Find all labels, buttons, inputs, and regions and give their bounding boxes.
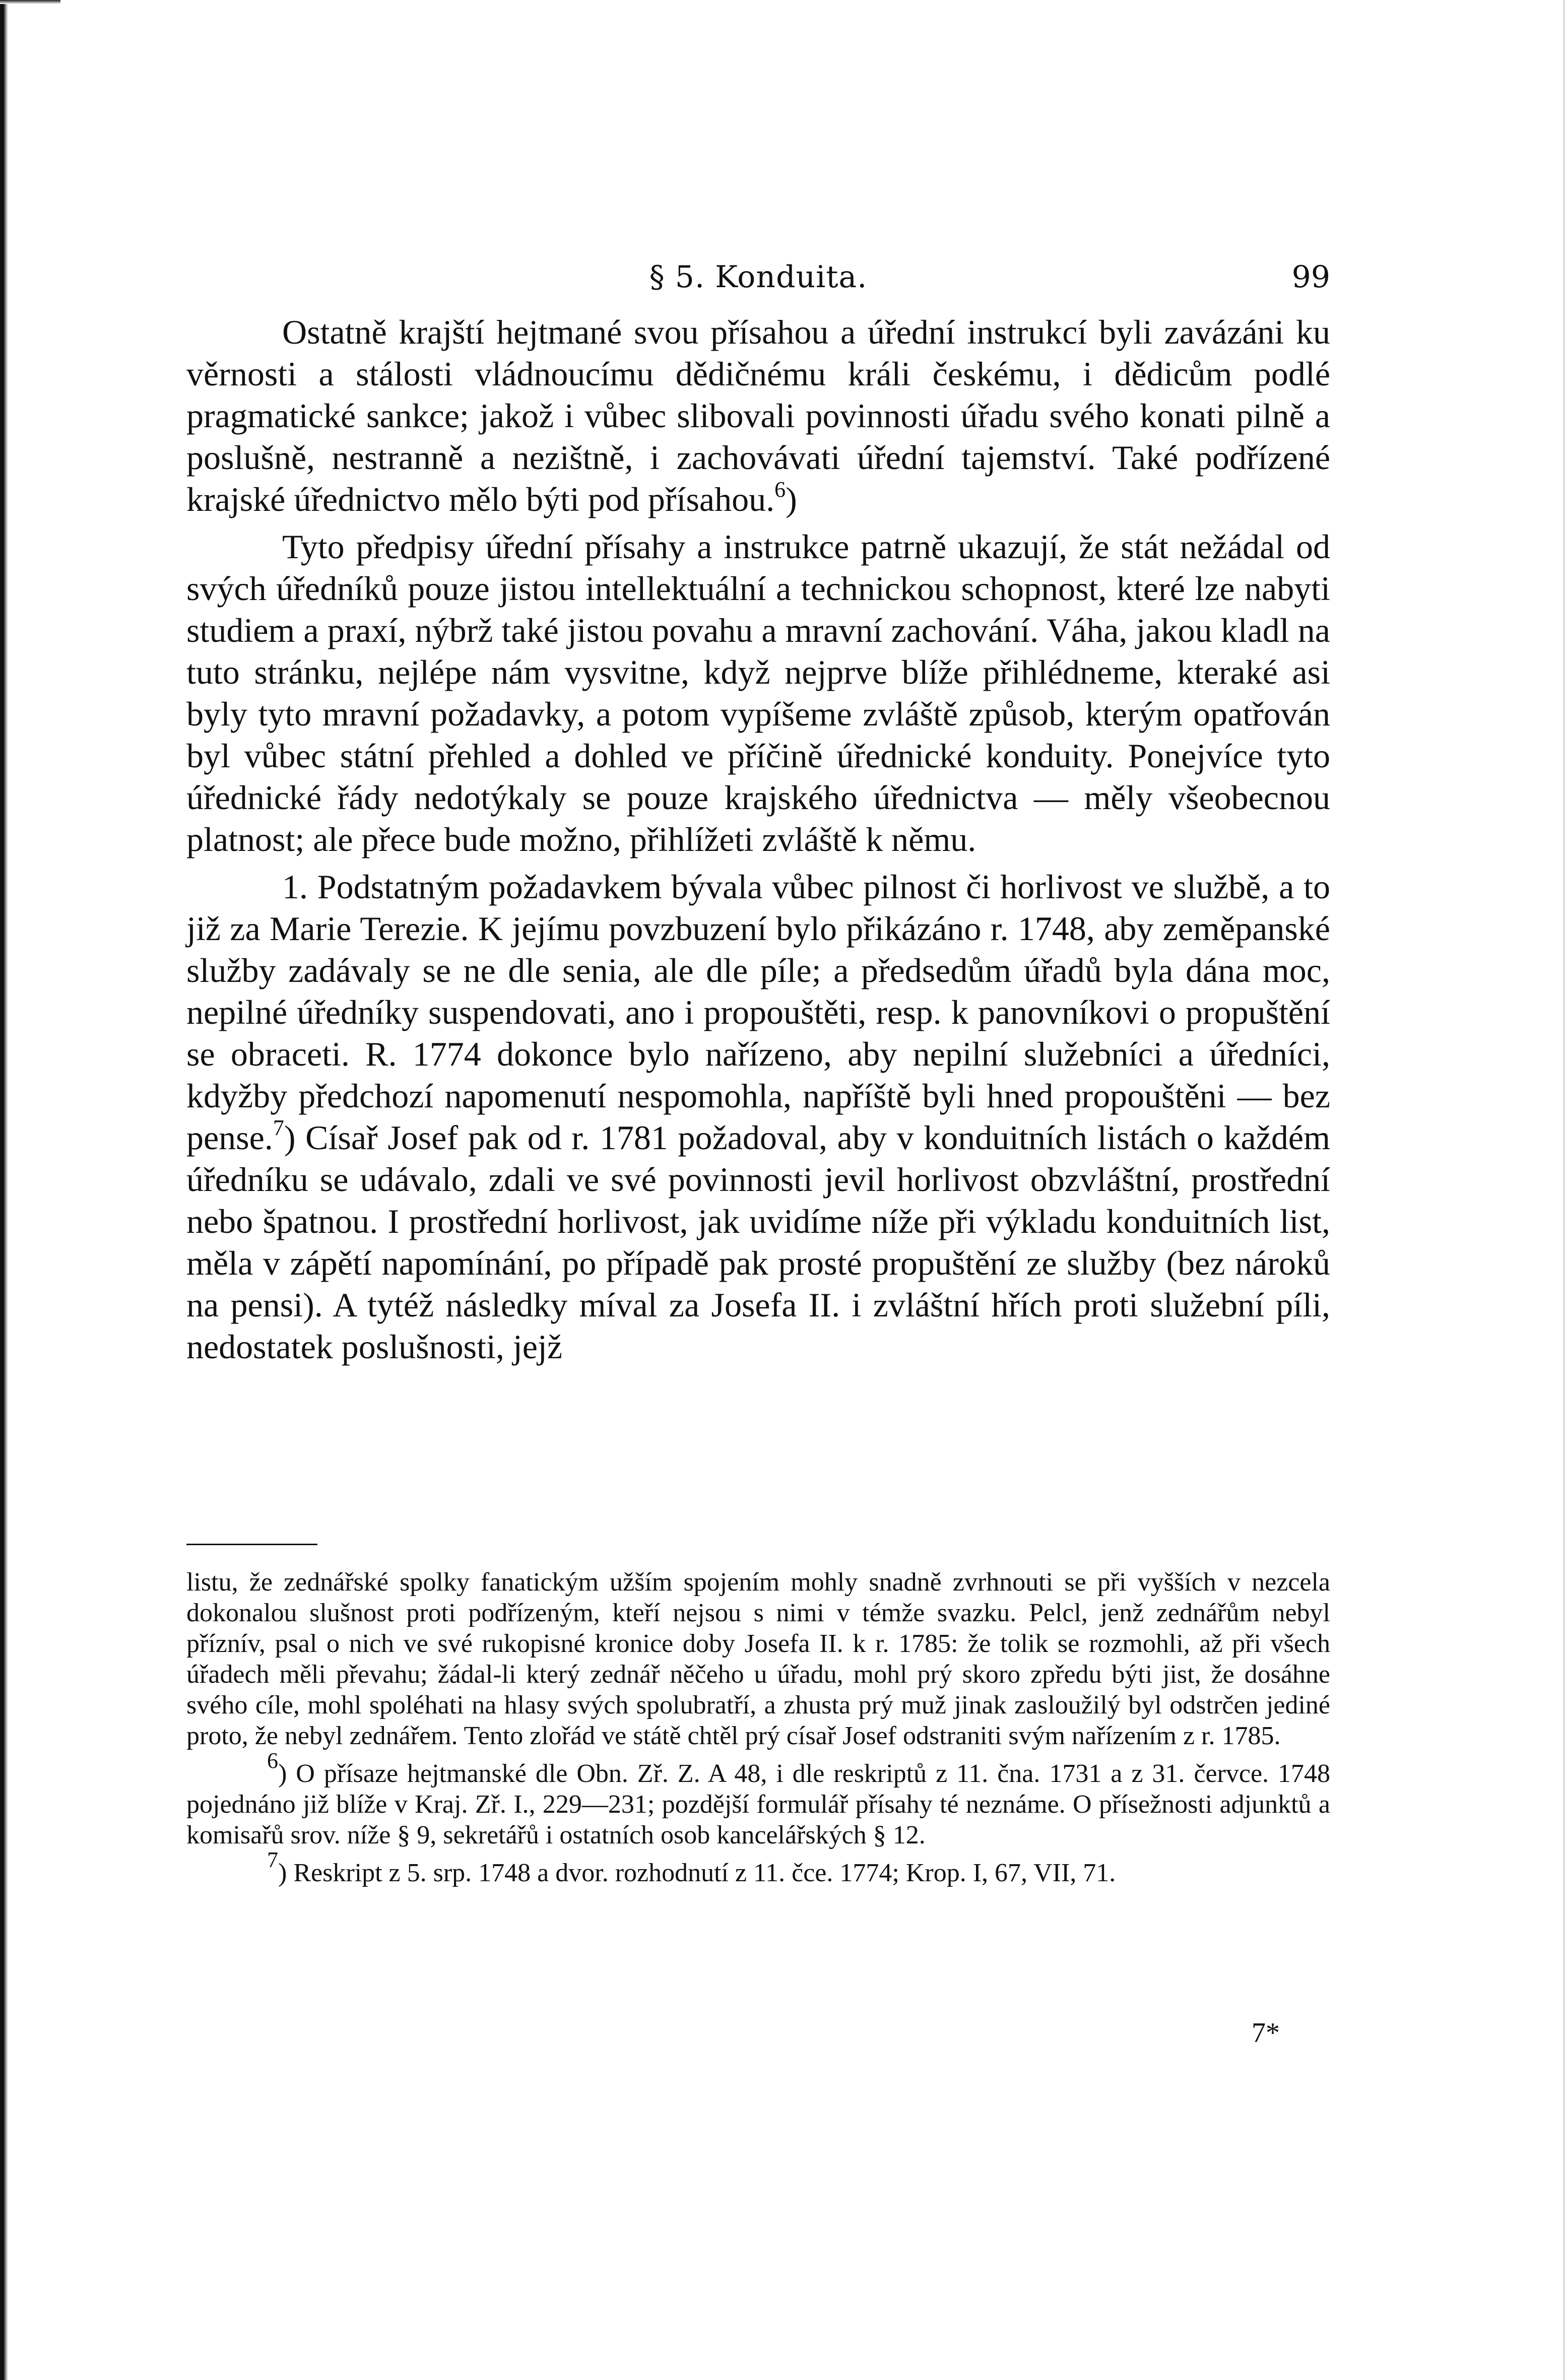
- footnote: $^6$) O přísaze hejtmanské dle Obn. Zř. Z. A 48, i dle reskriptů z 11. čna. 1731 a z 31. červce. 1748 pojednáno již blíže v Kraj. Zř. I., 229—231; pozdější formulář přísahy té neznáme. O přísežnosti adjunktů a komisařů srov. níže § 9, sekretářů i ostatních osob kancelářských § 12.: [186, 1748, 1330, 1849]
- paragraph: 1. Podstatným požadavkem bývala vůbec pilnost či horlivost ve službě, a to již za Marie Terezie. K jejímu povzbuzení bylo přikázáno r. 1748, aby zeměpanské služby zadávaly se ne dle senia, ale dle píle; a předsedům úřadů byla dána moc, nepilné úředníky suspendovati, ano i propouštěti, resp. k panovníkovi o propuštění se obraceti. R. 1774 dokonce bylo nařízeno, aby nepilní služebníci a úředníci, kdyžby předchozí napomenutí nespomohla, napříště byli hned propouštěni — bez pense.$^7$) Císař Josef pak od r. 1781 požadoval, aby v konduitních listách o každém úředníku se udávalo, zdali ve své povinnosti jevil horlivost obzvláštní, prostřední nebo špatnou. I prostřední horlivost, jak uvidíme níže při výkladu konduitních list, měla v zápětí napomínání, po případě pak prosté propuštění ze služby (bez nároků na pensi). A tytéž následky míval za Josefa II. i zvláštní hřích proti služební píli, nedostatek poslušnosti, jejž: [186, 868, 1330, 1366]
- footnote-ref: 6: [774, 477, 786, 502]
- book-page: [186, 0, 1330, 2380]
- page-number: 99: [1291, 259, 1330, 295]
- footnote-ref: 7: [273, 1115, 284, 1140]
- scan-right-edge: [1563, 0, 1565, 2380]
- footnote-separator: [186, 1544, 317, 1545]
- paragraph-text: 1. Podstatným požadavkem bývala vůbec pilnost či horlivost ve službě, a to již za Marie Terezie. K jejímu povzbuzení bylo přikázáno r. 1748, aby zeměpanské služby zadávaly se ne dle senia, ale dle píle; a předsedům úřadů byla dána moc, nepilné úředníky suspendovati, ano i propouštěti, resp. k panovníkovi o propuštění se obraceti. R. 1774 dokonce bylo nařízeno, aby nepilní služebníci a úředníci, kdyžby předchozí napomenutí nespomohla, napříště byli hned propouštěni — bez pense.: [186, 868, 1330, 1157]
- footnote-mark: 7: [267, 1847, 278, 1872]
- signature-mark: 7*: [1252, 2017, 1280, 2048]
- running-head: [186, 257, 1330, 297]
- footnote-mark: 6: [267, 1748, 278, 1773]
- footnotes: [186, 1567, 1330, 1895]
- paragraph-text: Ostatně krajští hejtmané svou přísahou a úřední instrukcí byli zavázáni ku věrnosti a stálosti vládnoucímu dědičnému králi českému, i dědicům podlé pragmatické sankce; jakož i vůbec slibovali povinnosti úřadu svého konati pilně a poslušně, nestranně a nezištně, i zachovávati úřední tajemství. Také podřízené krajské úřednictvo mělo býti pod přísahou.: [186, 313, 1330, 518]
- main-text: [186, 311, 1330, 1373]
- paragraph: Ostatně krajští hejtmané svou přísahou a úřední instrukcí byli zavázáni ku věrnosti a stálosti vládnoucímu dědičnému králi českému, i dědicům podlé pragmatické sankce; jakož i vůbec slibovali povinnosti úřadu svého konati pilně a poslušně, nestranně a nezištně, i zachovávati úřední tajemství. Také podřízené krajské úřednictvo mělo býti pod přísahou.$^6$): [186, 313, 1330, 518]
- footnote-text: Reskript z 5. srp. 1748 a dvor. rozhodnutí z 11. čce. 1774; Krop. I, 67, VII, 71.: [293, 1859, 1116, 1887]
- paragraph: [186, 526, 1330, 861]
- scan-top-edge: [0, 0, 60, 4]
- scan-left-edge: [0, 0, 8, 2380]
- paragraph-text: Císař Josef pak od r. 1781 požadoval, aby v konduitních listách o každém úředníku se udávalo, zdali ve své povinnosti jevil horlivost obzvláštní, prostřední nebo špatnou. I prostřední horlivost, jak uvidíme níže při výkladu konduitních list, měla v zápětí napomínání, po případě pak prosté propuštění ze služby (bez nároků na pensi). A tytéž následky míval za Josefa II. i zvláštní hřích proti služební píli, nedostatek poslušnosti, jejž: [186, 1118, 1330, 1366]
- paragraph-text: Tyto předpisy úřední přísahy a instrukce patrně ukazují, že stát nežádal od svých úředníků pouze jistou intellektuální a technickou schopnost, které lze nabyti studiem a praxí, nýbrž také jistou povahu a mravní zachování. Váha, jakou kladl na tuto stránku, nejlépe nám vysvitne, když nejprve blíže přihlédneme, kteraké asi byly tyto mravní požadavky, a potom vypíšeme zvláště způsob, kterým opatřován byl vůbec státní přehled a dohled ve příčině úřednické konduity. Ponejvíce tyto úřednické řády nedotýkaly se pouze krajského úřednictva — měly všeobecnou platnost; ale přece bude možno, přihlížeti zvláště k němu.: [186, 527, 1330, 858]
- footnote-continuation: listu, že zednářské spolky fanatickým užším spojením mohly snadně zvrhnouti se při vyšších v nezcela dokonalou slušnost proti podřízeným, kteří nejsou s nimi v témže svazku. Pelcl, jenž zednářům nebyl příznív, psal o nich ve své rukopisné kronice doby Josefa II. k r. 1785: že tolik se rozmohli, až při všech úřadech měli převahu; žádal-li který zednář něčeho u úřadu, mohl prý skoro zpředu býti jist, že dosáhne svého cíle, mohl spoléhati na hlasy svých spolubratří, a zhusta prý muž jinak zasloužilý byl odstrčen jediné proto, že nebyl zednářem. Tento zlořád ve státě chtěl prý císař Josef odstraniti svým nařízením z r. 1785.: [186, 1568, 1330, 1750]
- running-title: § 5. Konduita.: [649, 259, 868, 295]
- footnote: $^7$) Reskript z 5. srp. 1748 a dvor. rozhodnutí z 11. čce. 1774; Krop. I, 67, VII, 71.: [267, 1847, 1116, 1887]
- footnote-text: O přísaze hejtmanské dle Obn. Zř. Z. A 48, i dle reskriptů z 11. čna. 1731 a z 31. červce. 1748 pojednáno již blíže v Kraj. Zř. I., 229—231; pozdější formulář přísahy té neznáme. O přísežnosti adjunktů a komisařů srov. níže § 9, sekretářů i ostatních osob kancelářských § 12.: [186, 1759, 1330, 1849]
